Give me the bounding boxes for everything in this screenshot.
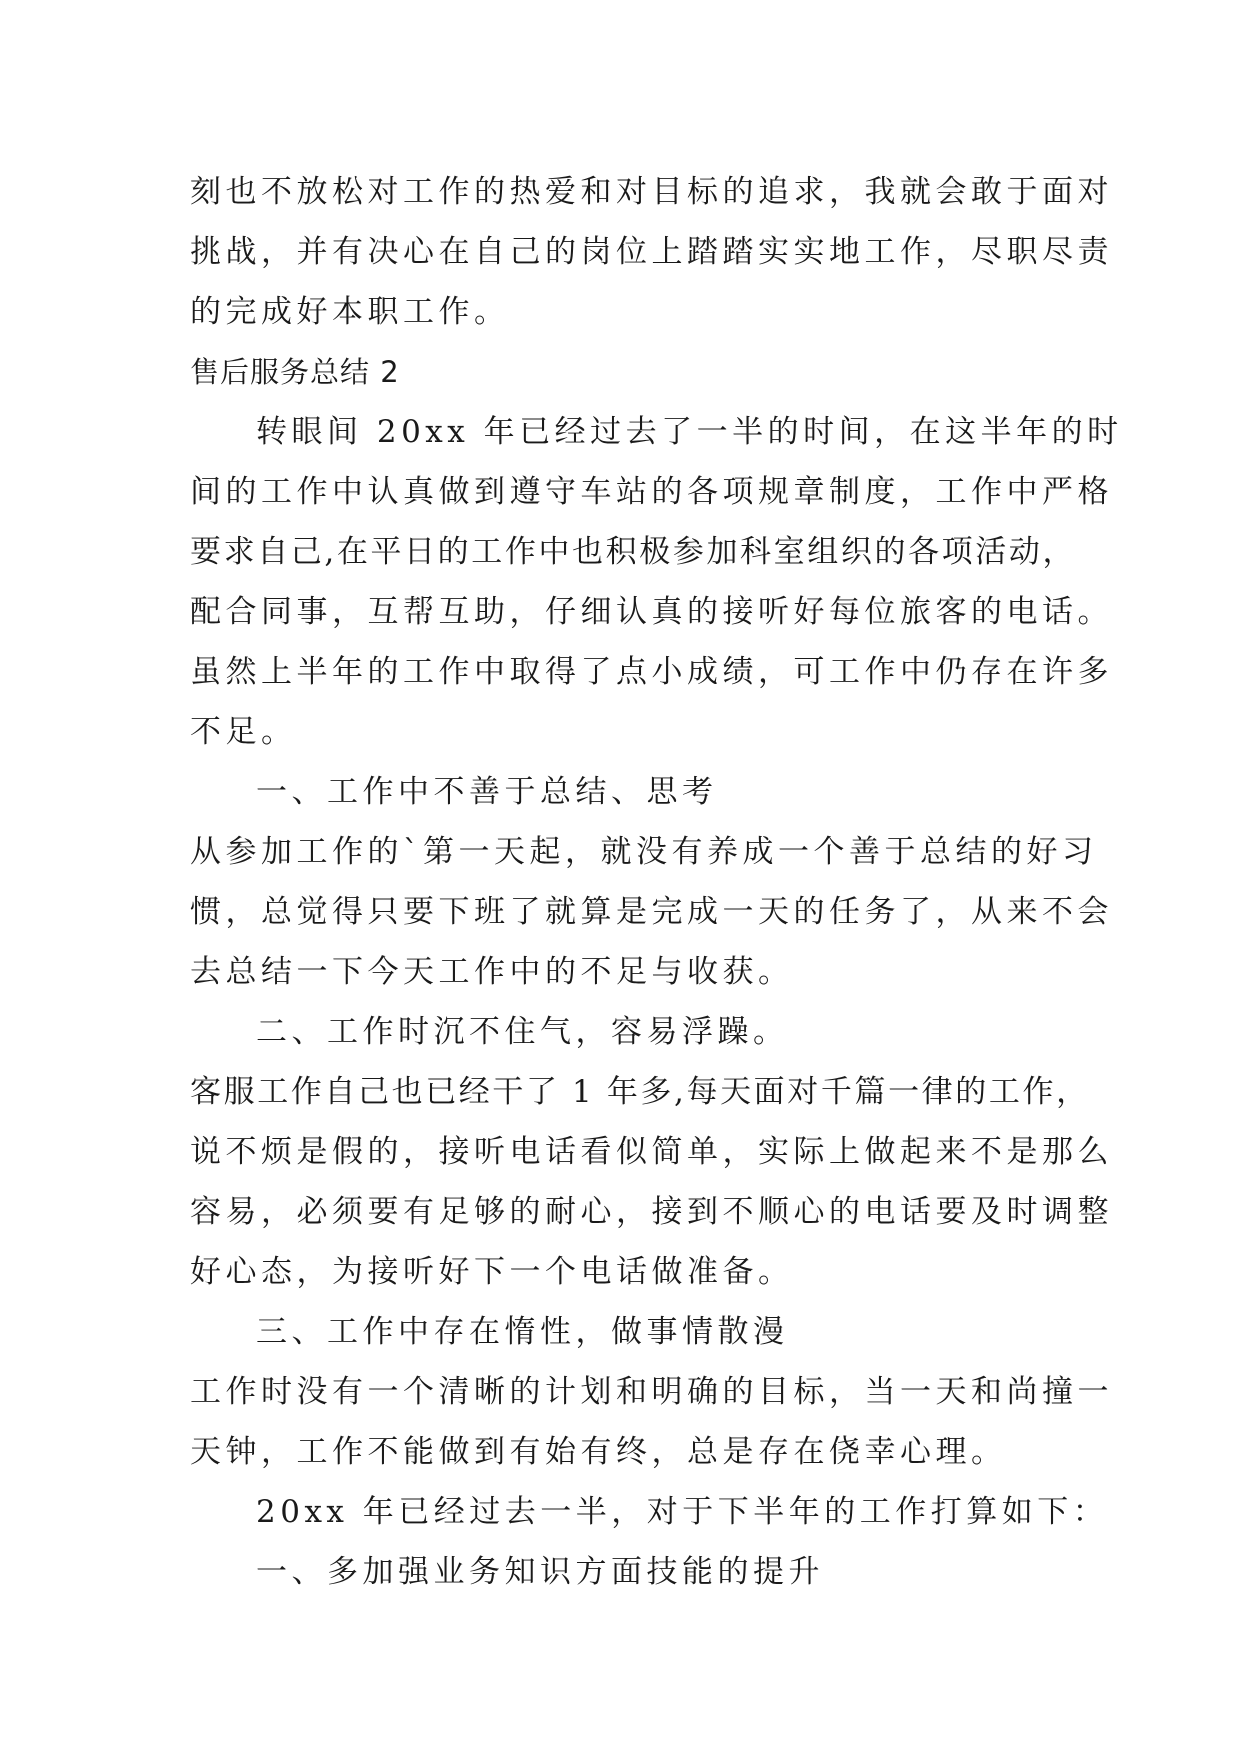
body-line: 虽然上半年的工作中取得了点小成绩，可工作中仍存在许多 [190,654,1113,690]
body-line: 容易，必须要有足够的耐心，接到不顺心的电话要及时调整 [190,1194,1113,1230]
subheading: 二、工作时沉不住气，容易浮躁。 [256,1014,789,1050]
body-line: 客服工作自己也已经干了 1 年多,每天面对千篇一律的工作， [190,1074,1090,1110]
body-line: 去总结一下今天工作中的不足与收获。 [190,954,794,990]
document-body [190,162,1123,1602]
body-line: 20xx 年已经过去一半，对于下半年的工作打算如下： [256,1494,1109,1530]
body-line: 转眼间 20xx 年已经过去了一半的时间，在这半年的时 [256,414,1123,450]
subheading: 一、多加强业务知识方面技能的提升 [256,1554,824,1590]
body-line: 惯，总觉得只要下班了就算是完成一天的任务了，从来不会 [190,894,1113,930]
body-line: 配合同事，互帮互助，仔细认真的接听好每位旅客的电话。 [190,594,1113,630]
body-line: 的完成好本职工作。 [190,294,510,330]
body-line: 要求自己,在平日的工作中也积极参加科室组织的各项活动， [190,534,1077,570]
section-title: 售后服务总结 2 [190,355,400,389]
body-line: 从参加工作的`第一天起，就没有养成一个善于总结的好习 [190,834,1098,870]
body-line: 不足。 [190,714,297,750]
body-line: 好心态，为接听好下一个电话做准备。 [190,1254,794,1290]
body-line: 间的工作中认真做到遵守车站的各项规章制度，工作中严格 [190,474,1113,510]
subheading: 一、工作中不善于总结、思考 [256,774,718,810]
body-line: 工作时没有一个清晰的计划和明确的目标，当一天和尚撞一 [190,1374,1113,1410]
subheading: 三、工作中存在惰性，做事情散漫 [256,1314,789,1350]
body-line: 说不烦是假的，接听电话看似简单，实际上做起来不是那么 [190,1134,1113,1170]
body-line: 挑战，并有决心在自己的岗位上踏踏实实地工作，尽职尽责 [190,234,1113,270]
body-line: 刻也不放松对工作的热爱和对目标的追求，我就会敢于面对 [190,174,1113,210]
body-line: 天钟，工作不能做到有始有终，总是存在侥幸心理。 [190,1434,1007,1470]
